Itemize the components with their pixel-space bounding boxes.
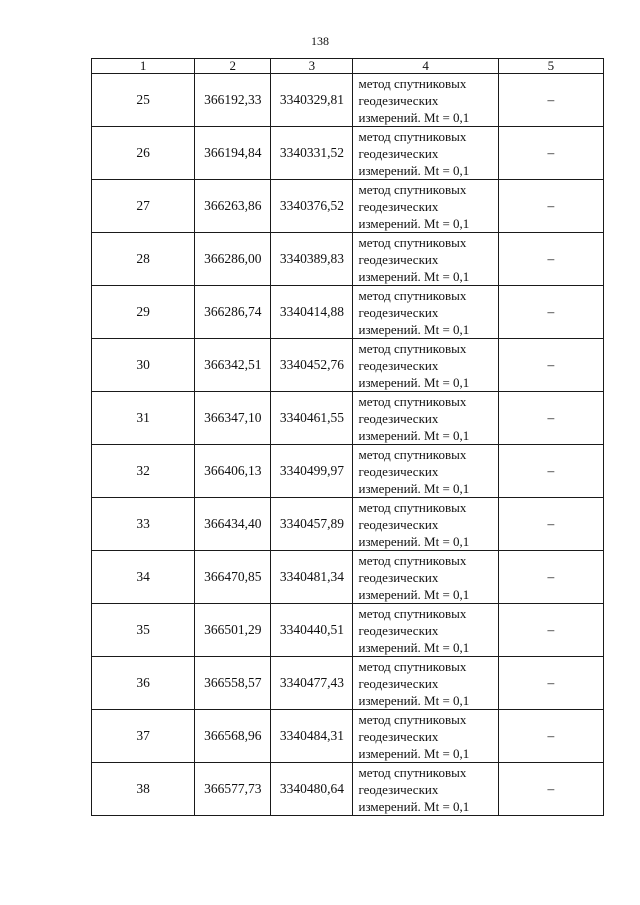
method-line-1: метод спутниковых (358, 658, 467, 674)
point-number: 36 (92, 657, 195, 710)
method-line-3: измерений. Mt = 0,1 (358, 374, 470, 390)
coordinate-y: 3340484,31 (271, 710, 353, 763)
method-line-1: метод спутниковых (358, 605, 467, 621)
method-cell (353, 339, 498, 392)
point-number: 27 (92, 180, 195, 233)
method-line-2: геодезических (358, 410, 439, 426)
method-line-3: измерений. Mt = 0,1 (358, 480, 470, 496)
coordinate-x: 366434,40 (195, 498, 271, 551)
description-dash: – (498, 233, 603, 286)
method-cell (353, 763, 498, 816)
method-line-3: измерений. Mt = 0,1 (358, 427, 470, 443)
method-line-1: метод спутниковых (358, 340, 467, 356)
description-dash: – (498, 710, 603, 763)
table-row (92, 551, 604, 604)
method-cell (353, 445, 498, 498)
table-row (92, 445, 604, 498)
table-header (92, 59, 604, 74)
header-col-4: 4 (353, 59, 498, 74)
method-line-3: измерений. Mt = 0,1 (358, 162, 470, 178)
coordinate-x: 366286,00 (195, 233, 271, 286)
description-dash: – (498, 763, 603, 816)
table-row (92, 657, 604, 710)
coordinate-x: 366568,96 (195, 710, 271, 763)
point-number: 26 (92, 127, 195, 180)
method-cell (353, 127, 498, 180)
coordinate-y: 3340457,89 (271, 498, 353, 551)
coordinate-x: 366470,85 (195, 551, 271, 604)
method-line-2: геодезических (358, 304, 439, 320)
coordinate-x: 366263,86 (195, 180, 271, 233)
header-col-3: 3 (271, 59, 353, 74)
method-cell (353, 551, 498, 604)
coordinate-x: 366286,74 (195, 286, 271, 339)
table-row (92, 498, 604, 551)
method-cell (353, 657, 498, 710)
description-dash: – (498, 551, 603, 604)
method-cell (353, 604, 498, 657)
coordinates-table (91, 58, 604, 816)
method-line-3: измерений. Mt = 0,1 (358, 109, 470, 125)
coordinate-x: 366501,29 (195, 604, 271, 657)
description-dash: – (498, 180, 603, 233)
coordinate-y: 3340331,52 (271, 127, 353, 180)
point-number: 28 (92, 233, 195, 286)
method-line-1: метод спутниковых (358, 764, 467, 780)
method-line-1: метод спутниковых (358, 181, 467, 197)
header-col-1: 1 (92, 59, 195, 74)
coordinate-y: 3340499,97 (271, 445, 353, 498)
method-line-3: измерений. Mt = 0,1 (358, 798, 470, 814)
method-line-3: измерений. Mt = 0,1 (358, 639, 470, 655)
coordinate-y: 3340452,76 (271, 339, 353, 392)
method-line-1: метод спутниковых (358, 234, 467, 250)
method-line-1: метод спутниковых (358, 75, 467, 91)
method-line-2: геодезических (358, 675, 439, 691)
coordinate-x: 366406,13 (195, 445, 271, 498)
method-line-2: геодезических (358, 781, 439, 797)
method-line-1: метод спутниковых (358, 711, 467, 727)
coordinate-x: 366558,57 (195, 657, 271, 710)
method-line-3: измерений. Mt = 0,1 (358, 321, 470, 337)
header-col-2: 2 (195, 59, 271, 74)
description-dash: – (498, 498, 603, 551)
method-line-3: измерений. Mt = 0,1 (358, 586, 470, 602)
method-cell (353, 392, 498, 445)
coordinate-y: 3340477,43 (271, 657, 353, 710)
coordinate-x: 366194,84 (195, 127, 271, 180)
method-line-2: геодезических (358, 251, 439, 267)
page-number: 138 (311, 34, 329, 48)
coordinate-x: 366342,51 (195, 339, 271, 392)
description-dash: – (498, 127, 603, 180)
method-line-3: измерений. Mt = 0,1 (358, 745, 470, 761)
coordinate-y: 3340480,64 (271, 763, 353, 816)
table-row (92, 710, 604, 763)
description-dash: – (498, 339, 603, 392)
method-line-2: геодезических (358, 145, 439, 161)
description-dash: – (498, 74, 603, 127)
method-line-1: метод спутниковых (358, 446, 467, 462)
method-line-2: геодезических (358, 728, 439, 744)
point-number: 38 (92, 763, 195, 816)
description-dash: – (498, 445, 603, 498)
description-dash: – (498, 286, 603, 339)
method-cell (353, 498, 498, 551)
point-number: 32 (92, 445, 195, 498)
method-line-3: измерений. Mt = 0,1 (358, 533, 470, 549)
description-dash: – (498, 604, 603, 657)
method-line-1: метод спутниковых (358, 287, 467, 303)
method-line-3: измерений. Mt = 0,1 (358, 215, 470, 231)
table-row (92, 763, 604, 816)
table-row (92, 74, 604, 127)
method-line-3: измерений. Mt = 0,1 (358, 692, 470, 708)
coordinate-x: 366192,33 (195, 74, 271, 127)
method-line-2: геодезических (358, 516, 439, 532)
point-number: 30 (92, 339, 195, 392)
description-dash: – (498, 657, 603, 710)
point-number: 37 (92, 710, 195, 763)
coordinate-y: 3340389,83 (271, 233, 353, 286)
coordinate-y: 3340414,88 (271, 286, 353, 339)
method-line-1: метод спутниковых (358, 499, 467, 515)
table-row (92, 127, 604, 180)
method-line-1: метод спутниковых (358, 393, 467, 409)
point-number: 33 (92, 498, 195, 551)
method-cell (353, 74, 498, 127)
method-cell (353, 710, 498, 763)
table-row (92, 339, 604, 392)
coordinate-y: 3340329,81 (271, 74, 353, 127)
table-body (92, 74, 604, 816)
point-number: 35 (92, 604, 195, 657)
method-line-2: геодезических (358, 463, 439, 479)
coordinate-y: 3340481,34 (271, 551, 353, 604)
coordinate-y: 3340461,55 (271, 392, 353, 445)
point-number: 29 (92, 286, 195, 339)
method-cell (353, 286, 498, 339)
method-line-1: метод спутниковых (358, 552, 467, 568)
point-number: 31 (92, 392, 195, 445)
method-line-2: геодезических (358, 357, 439, 373)
method-cell (353, 233, 498, 286)
method-line-2: геодезических (358, 92, 439, 108)
header-row (92, 59, 604, 74)
method-line-2: геодезических (358, 198, 439, 214)
table-row (92, 233, 604, 286)
coordinate-x: 366347,10 (195, 392, 271, 445)
point-number: 25 (92, 74, 195, 127)
table-row (92, 286, 604, 339)
method-line-2: геодезических (358, 622, 439, 638)
method-cell (353, 180, 498, 233)
description-dash: – (498, 392, 603, 445)
table-row (92, 604, 604, 657)
method-line-3: измерений. Mt = 0,1 (358, 268, 470, 284)
coordinate-y: 3340376,52 (271, 180, 353, 233)
method-line-2: геодезических (358, 569, 439, 585)
point-number: 34 (92, 551, 195, 604)
coordinate-y: 3340440,51 (271, 604, 353, 657)
header-col-5: 5 (498, 59, 603, 74)
table-row (92, 392, 604, 445)
table-row (92, 180, 604, 233)
method-line-1: метод спутниковых (358, 128, 467, 144)
coordinate-x: 366577,73 (195, 763, 271, 816)
